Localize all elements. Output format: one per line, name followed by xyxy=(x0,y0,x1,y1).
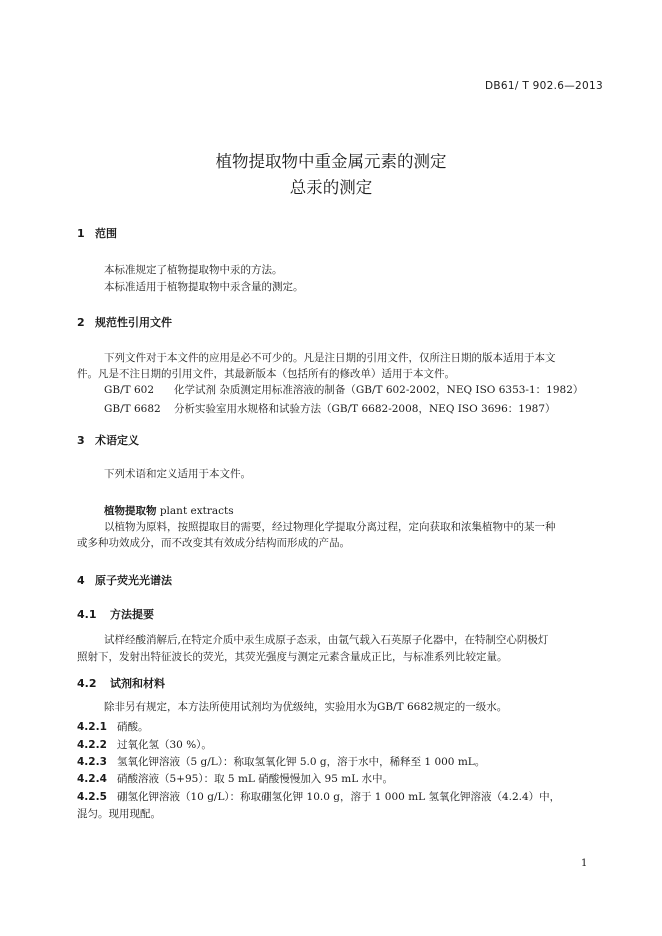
reagent-item xyxy=(77,789,560,804)
subsection-title: 方法提要 xyxy=(110,608,154,621)
section-number: 4 xyxy=(77,574,85,587)
reagent-item xyxy=(77,737,212,752)
section-3-paragraph: 下列术语和定义适用于本文件。 xyxy=(104,468,251,480)
section-title: 术语定义 xyxy=(95,434,139,447)
subsection-number: 4.1 xyxy=(77,608,97,621)
standard-code-header: DB61/ T 902.6—2013 xyxy=(485,80,603,92)
section-title: 规范性引用文件 xyxy=(95,316,172,329)
reagent-item xyxy=(77,719,149,734)
subsection-number: 4.2 xyxy=(77,677,97,690)
reference-text: 分析实验室用水规格和试验方法（GB/T 6682-2008，NEQ ISO 3696：1987） xyxy=(174,403,556,415)
page-number: 1 xyxy=(581,858,588,869)
term-entry xyxy=(104,503,234,518)
reagent-item xyxy=(77,771,393,786)
subsection-4-2-heading xyxy=(77,675,165,691)
section-1-heading xyxy=(77,225,117,241)
reference-text: 化学试剂 杂质测定用标准溶液的制备（GB/T 602-2002，NEQ ISO 6353-1：1982） xyxy=(174,384,584,396)
section-2-paragraph-line-1: 下列文件对于本文件的应用是必不可少的。凡是注日期的引用文件，仅所注日期的版本适用于本文 xyxy=(104,352,556,364)
subsection-title: 试剂和材料 xyxy=(110,677,165,690)
item-text: 过氧化氢（30 %）。 xyxy=(117,739,212,751)
section-3-heading xyxy=(77,432,139,448)
section-number: 2 xyxy=(77,316,85,329)
item-number: 4.2.3 xyxy=(77,756,107,768)
section-4-heading xyxy=(77,572,172,588)
reference-item xyxy=(104,382,583,397)
item-text: 硼氢化钾溶液（10 g/L）：称取硼氢化钾 10.0 g，溶于 1 000 mL 氢氧化钾溶液（4.2.4）中， xyxy=(117,791,561,803)
item-number: 4.2.1 xyxy=(77,721,107,733)
document-title: 植物提取物中重金属元素的测定 xyxy=(215,152,447,171)
term-english: plant extracts xyxy=(156,505,234,517)
item-text: 硝酸溶液（5+95）：取 5 mL 硝酸慢慢加入 95 mL 水中。 xyxy=(117,773,394,785)
section-2-paragraph-line-2: 件。凡是不注日期的引用文件，其最新版本（包括所有的修改单）适用于本文件。 xyxy=(77,368,455,380)
subsection-4-1-heading xyxy=(77,606,154,622)
section-number: 1 xyxy=(77,227,85,240)
section-title: 原子荧光光谱法 xyxy=(95,574,172,587)
method-summary-line-2: 照射下，发射出特征波长的荧光，其荧光强度与测定元素含量成正比，与标准系列比较定量。 xyxy=(77,651,508,663)
reagent-item-continuation: 混匀。现用现配。 xyxy=(77,808,161,820)
item-number: 4.2.5 xyxy=(77,791,107,803)
method-summary-line-1: 试样经酸消解后,在特定介质中汞生成原子态汞，由氩气载入石英原子化器中，在特制空心阴极灯 xyxy=(104,634,549,646)
document-subtitle: 总汞的测定 xyxy=(289,178,373,197)
reference-item xyxy=(104,401,556,416)
section-number: 3 xyxy=(77,434,85,447)
term-definition-line-1: 以植物为原料，按照提取目的需要，经过物理化学提取分离过程，定向获取和浓集植物中的某一种 xyxy=(104,521,556,533)
section-2-heading xyxy=(77,314,172,330)
item-number: 4.2.2 xyxy=(77,739,107,751)
item-text: 硝酸。 xyxy=(117,721,149,733)
section-title: 范围 xyxy=(95,227,117,240)
reference-code: GB/T 602 xyxy=(104,384,155,396)
term-definition-line-2: 或多种功效成分，而不改变其有效成分结构而形成的产品。 xyxy=(77,537,350,549)
reference-code: GB/T 6682 xyxy=(104,403,161,415)
term-chinese: 植物提取物 xyxy=(104,505,157,517)
item-number: 4.2.4 xyxy=(77,773,107,785)
section-1-paragraph-1: 本标准规定了植物提取物中汞的方法。 xyxy=(104,264,283,276)
reagents-intro: 除非另有规定，本方法所使用试剂均为优级纯，实验用水为GB/T 6682规定的一级水。 xyxy=(104,701,508,713)
item-text: 氢氧化钾溶液（5 g/L）：称取氢氧化钾 5.0 g，溶于水中，稀释至 1 000 mL。 xyxy=(117,756,486,768)
reagent-item xyxy=(77,754,485,769)
section-1-paragraph-2: 本标准适用于植物提取物中汞含量的测定。 xyxy=(104,281,304,293)
